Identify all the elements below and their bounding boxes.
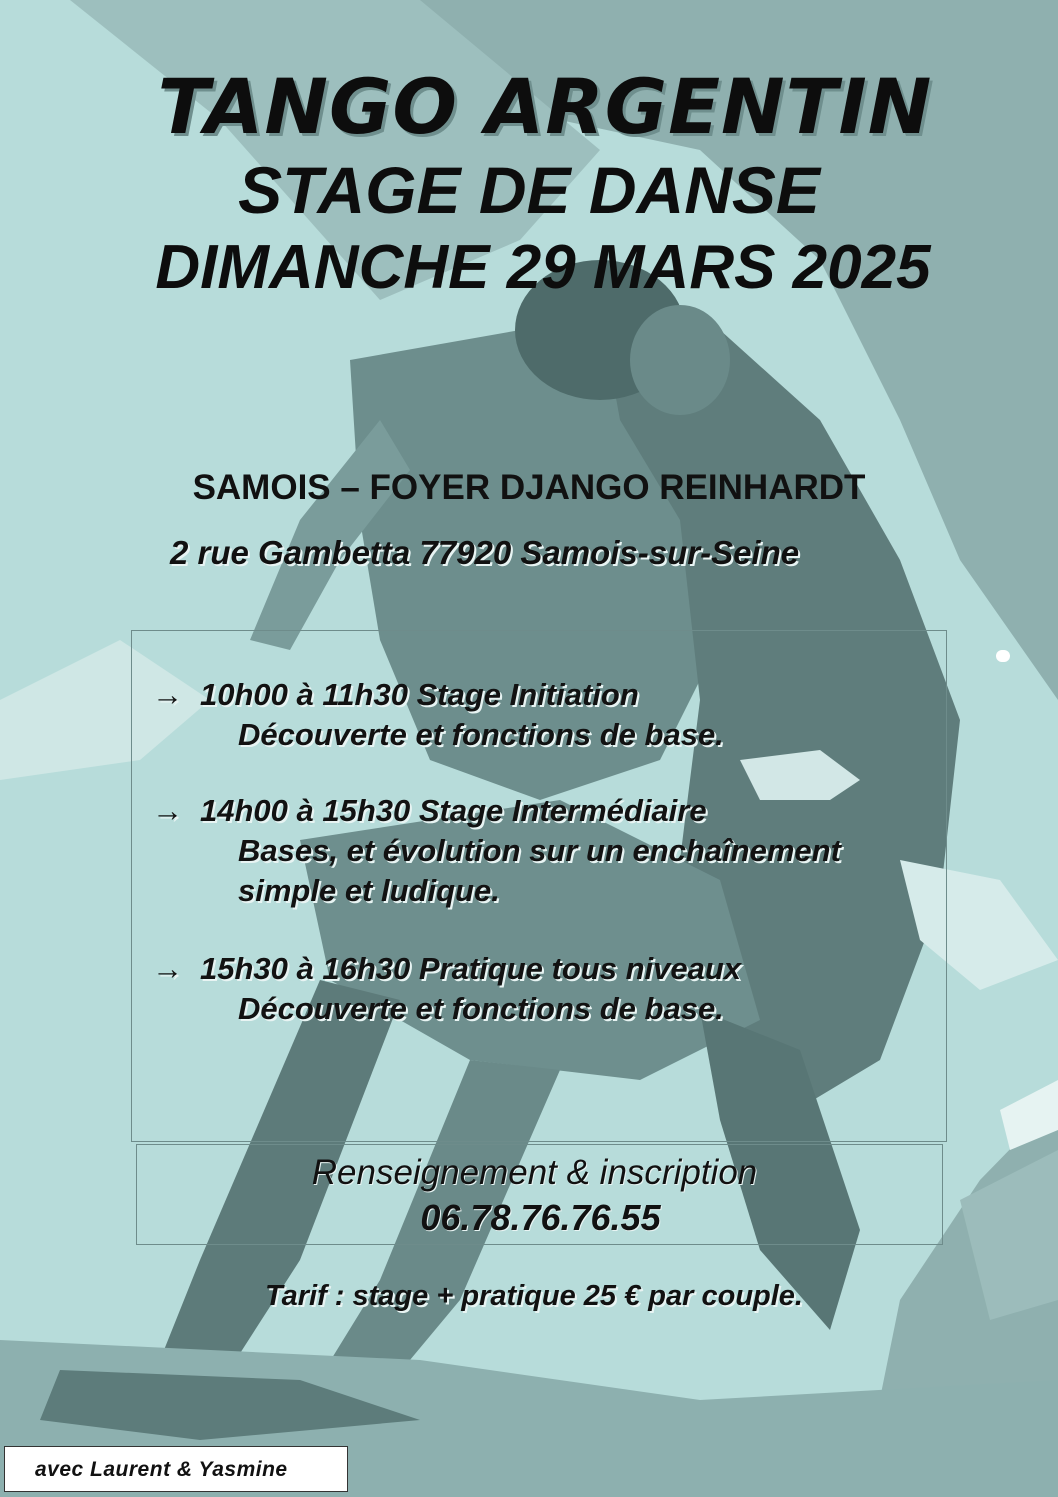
venue-name: SAMOIS – FOYER DJANGO REINHARDT	[192, 468, 866, 507]
event-title: TANGO ARGENTIN	[157, 62, 933, 151]
session-initiation	[152, 675, 724, 755]
right-arrow-icon: →	[152, 951, 183, 986]
session-description: simple et ludique.	[238, 873, 500, 908]
pricing-text: Tarif : stage + pratique 25 € par couple.	[264, 1280, 803, 1312]
credit-box	[4, 1446, 348, 1492]
schedule-box	[131, 630, 947, 1142]
session-title: 14h00 à 15h30 Stage Intermédiaire	[200, 793, 707, 828]
contact-box	[136, 1144, 943, 1245]
right-arrow-icon: →	[152, 677, 183, 712]
right-arrow-icon: →	[152, 793, 183, 828]
session-intermediaire	[152, 791, 841, 911]
session-description: Découverte et fonctions de base.	[238, 991, 724, 1026]
event-subtitle: STAGE DE DANSE	[238, 153, 820, 227]
event-date: DIMANCHE 29 MARS 2025	[155, 233, 931, 302]
contact-phone[interactable]: 06.78.76.76.55	[420, 1197, 661, 1238]
venue-address: 2 rue Gambetta 77920 Samois-sur-Seine	[170, 534, 800, 571]
session-description: Bases, et évolution sur un enchaînement	[238, 833, 841, 868]
session-description: Découverte et fonctions de base.	[238, 717, 724, 752]
session-pratique	[152, 949, 741, 1029]
session-title: 10h00 à 11h30 Stage Initiation	[200, 677, 639, 712]
session-title: 15h30 à 16h30 Pratique tous niveaux	[200, 951, 742, 986]
credit-text: avec Laurent & Yasmine	[35, 1458, 288, 1481]
contact-label: Renseignement & inscription	[311, 1153, 758, 1192]
